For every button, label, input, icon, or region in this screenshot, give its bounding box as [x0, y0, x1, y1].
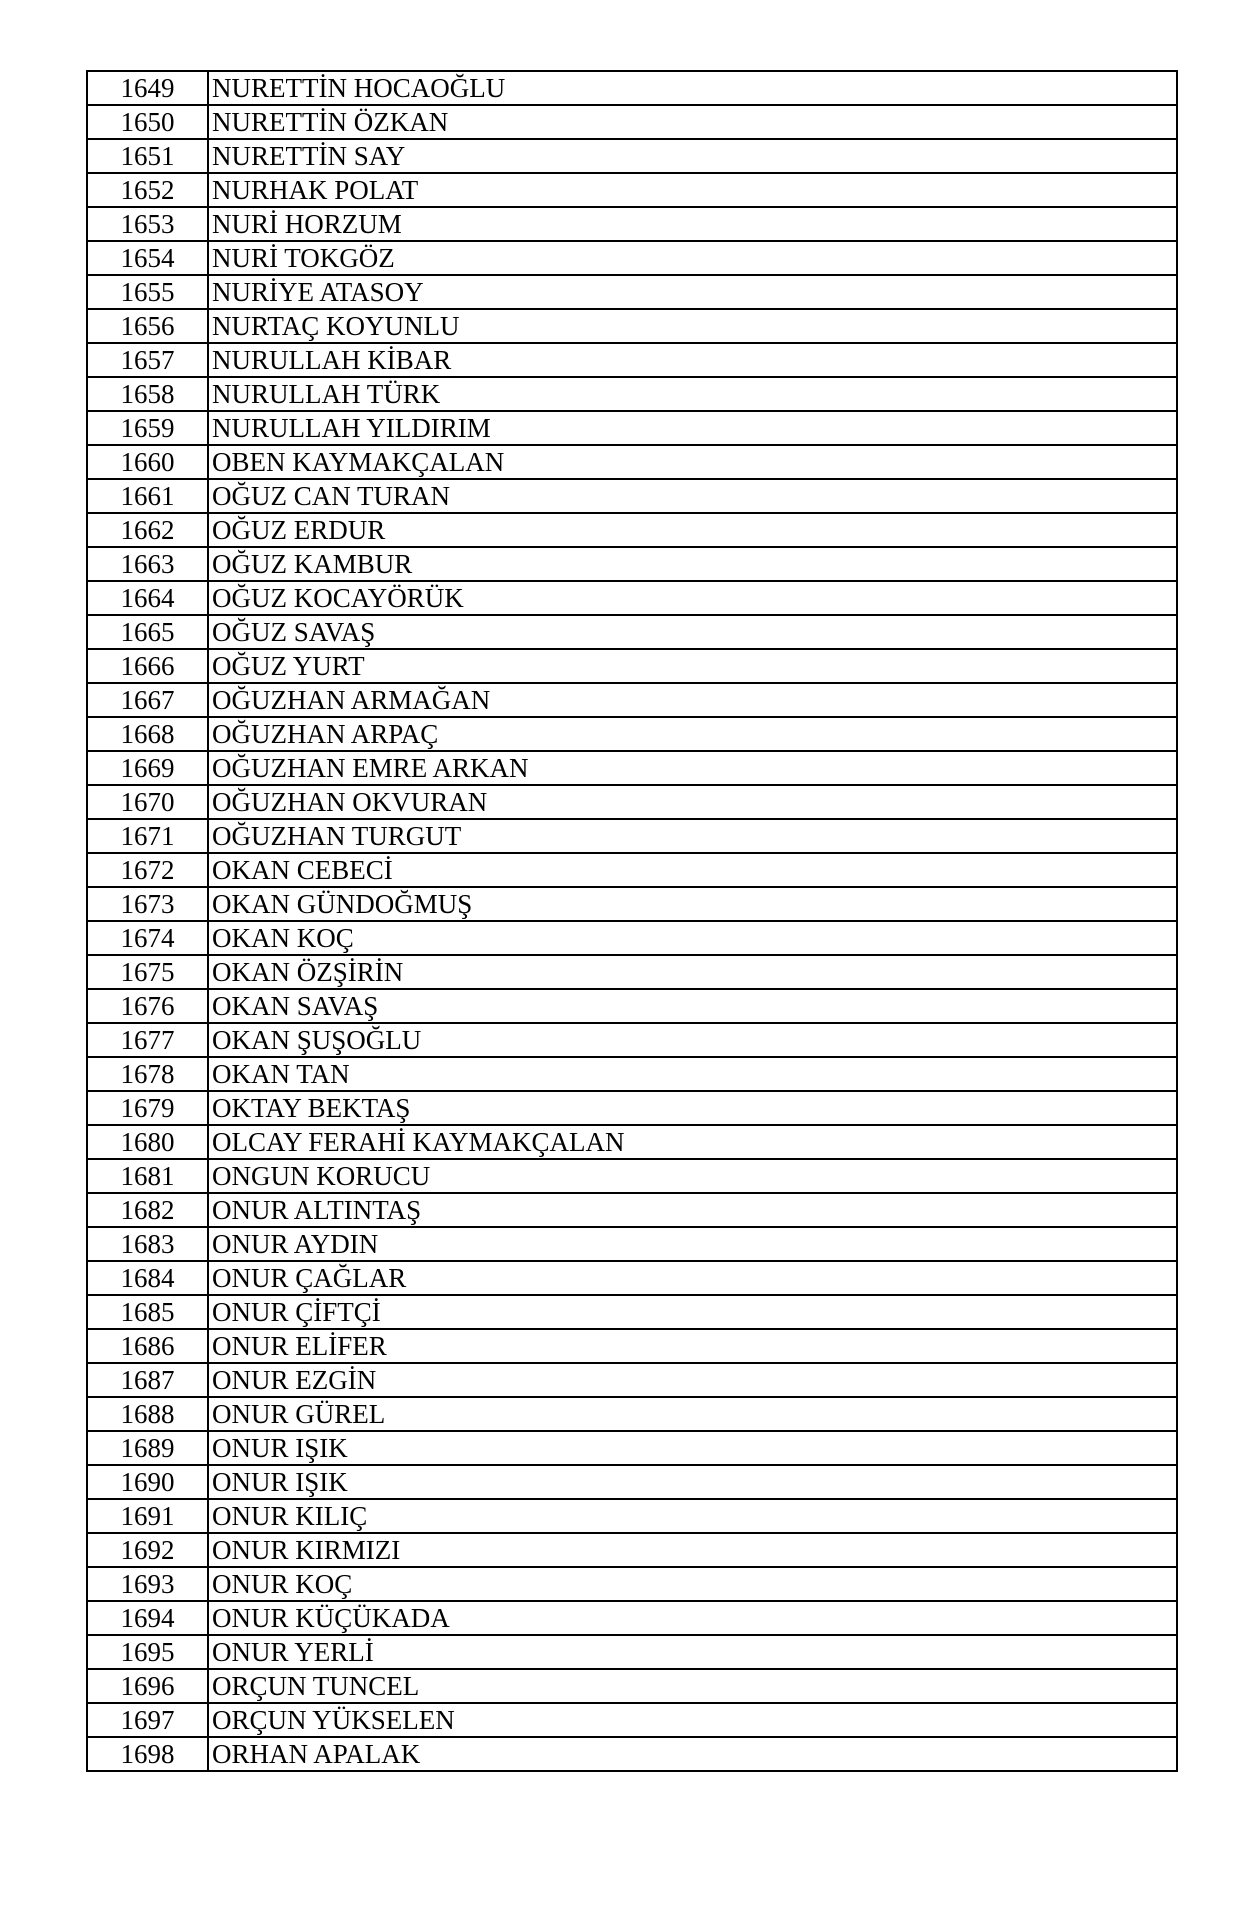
row-number: 1652 [87, 173, 208, 207]
person-name: ORÇUN YÜKSELEN [208, 1703, 1177, 1737]
table-row [87, 819, 1177, 853]
table-row [87, 173, 1177, 207]
row-number: 1698 [87, 1737, 208, 1771]
person-name: NURULLAH YILDIRIM [208, 411, 1177, 445]
row-number: 1671 [87, 819, 208, 853]
row-number: 1660 [87, 445, 208, 479]
row-number: 1673 [87, 887, 208, 921]
person-name: ONUR IŞIK [208, 1431, 1177, 1465]
table-row [87, 275, 1177, 309]
row-number: 1663 [87, 547, 208, 581]
row-number: 1683 [87, 1227, 208, 1261]
person-name: OKAN TAN [208, 1057, 1177, 1091]
table-row [87, 649, 1177, 683]
table-row [87, 1023, 1177, 1057]
person-name: NURİ TOKGÖZ [208, 241, 1177, 275]
row-number: 1677 [87, 1023, 208, 1057]
row-number: 1675 [87, 955, 208, 989]
person-name: ONUR KOÇ [208, 1567, 1177, 1601]
table-row [87, 1669, 1177, 1703]
row-number: 1650 [87, 105, 208, 139]
name-list-body [87, 71, 1177, 1771]
person-name: OKAN ŞUŞOĞLU [208, 1023, 1177, 1057]
row-number: 1653 [87, 207, 208, 241]
table-row [87, 343, 1177, 377]
table-row [87, 241, 1177, 275]
person-name: OĞUZ SAVAŞ [208, 615, 1177, 649]
person-name: ONUR KIRMIZI [208, 1533, 1177, 1567]
table-row [87, 1329, 1177, 1363]
person-name: ONUR KÜÇÜKADA [208, 1601, 1177, 1635]
table-row [87, 1091, 1177, 1125]
row-number: 1672 [87, 853, 208, 887]
table-row [87, 887, 1177, 921]
table-row [87, 207, 1177, 241]
row-number: 1697 [87, 1703, 208, 1737]
table-row [87, 785, 1177, 819]
person-name: OKAN KOÇ [208, 921, 1177, 955]
person-name: NURİYE ATASOY [208, 275, 1177, 309]
row-number: 1659 [87, 411, 208, 445]
row-number: 1692 [87, 1533, 208, 1567]
row-number: 1667 [87, 683, 208, 717]
row-number: 1658 [87, 377, 208, 411]
table-row [87, 411, 1177, 445]
person-name: ONUR EZGİN [208, 1363, 1177, 1397]
row-number: 1651 [87, 139, 208, 173]
person-name: ONUR ÇAĞLAR [208, 1261, 1177, 1295]
person-name: OKTAY BEKTAŞ [208, 1091, 1177, 1125]
table-row [87, 581, 1177, 615]
row-number: 1682 [87, 1193, 208, 1227]
table-row [87, 955, 1177, 989]
table-row [87, 1159, 1177, 1193]
person-name: OĞUZ YURT [208, 649, 1177, 683]
table-row [87, 1227, 1177, 1261]
row-number: 1664 [87, 581, 208, 615]
table-row [87, 1635, 1177, 1669]
row-number: 1693 [87, 1567, 208, 1601]
table-row [87, 1737, 1177, 1771]
row-number: 1687 [87, 1363, 208, 1397]
table-row [87, 1499, 1177, 1533]
table-row [87, 309, 1177, 343]
row-number: 1655 [87, 275, 208, 309]
table-row [87, 1295, 1177, 1329]
person-name: OKAN GÜNDOĞMUŞ [208, 887, 1177, 921]
row-number: 1678 [87, 1057, 208, 1091]
name-list-table [86, 70, 1178, 1772]
row-number: 1684 [87, 1261, 208, 1295]
person-name: ORÇUN TUNCEL [208, 1669, 1177, 1703]
row-number: 1680 [87, 1125, 208, 1159]
row-number: 1669 [87, 751, 208, 785]
person-name: OLCAY FERAHİ KAYMAKÇALAN [208, 1125, 1177, 1159]
person-name: ONUR KILIÇ [208, 1499, 1177, 1533]
table-row [87, 1363, 1177, 1397]
person-name: OĞUZ KAMBUR [208, 547, 1177, 581]
person-name: OĞUZ ERDUR [208, 513, 1177, 547]
person-name: OKAN ÖZŞİRİN [208, 955, 1177, 989]
table-row [87, 853, 1177, 887]
person-name: ONGUN KORUCU [208, 1159, 1177, 1193]
row-number: 1696 [87, 1669, 208, 1703]
row-number: 1654 [87, 241, 208, 275]
person-name: NURETTİN ÖZKAN [208, 105, 1177, 139]
person-name: OĞUZHAN OKVURAN [208, 785, 1177, 819]
table-row [87, 1703, 1177, 1737]
row-number: 1649 [87, 71, 208, 105]
table-row [87, 751, 1177, 785]
table-row [87, 513, 1177, 547]
table-row [87, 1431, 1177, 1465]
row-number: 1657 [87, 343, 208, 377]
person-name: OĞUZHAN EMRE ARKAN [208, 751, 1177, 785]
table-row [87, 1261, 1177, 1295]
person-name: ONUR GÜREL [208, 1397, 1177, 1431]
person-name: ONUR ALTINTAŞ [208, 1193, 1177, 1227]
row-number: 1674 [87, 921, 208, 955]
row-number: 1668 [87, 717, 208, 751]
table-row [87, 1465, 1177, 1499]
table-row [87, 377, 1177, 411]
row-number: 1694 [87, 1601, 208, 1635]
person-name: OĞUZHAN TURGUT [208, 819, 1177, 853]
row-number: 1666 [87, 649, 208, 683]
person-name: OĞUZHAN ARMAĞAN [208, 683, 1177, 717]
person-name: NURULLAH KİBAR [208, 343, 1177, 377]
person-name: ONUR ELİFER [208, 1329, 1177, 1363]
table-row [87, 139, 1177, 173]
person-name: NURHAK POLAT [208, 173, 1177, 207]
person-name: OĞUZ KOCAYÖRÜK [208, 581, 1177, 615]
person-name: OKAN CEBECİ [208, 853, 1177, 887]
row-number: 1679 [87, 1091, 208, 1125]
row-number: 1689 [87, 1431, 208, 1465]
person-name: ONUR YERLİ [208, 1635, 1177, 1669]
row-number: 1685 [87, 1295, 208, 1329]
table-row [87, 1057, 1177, 1091]
table-row [87, 1601, 1177, 1635]
table-row [87, 989, 1177, 1023]
row-number: 1656 [87, 309, 208, 343]
person-name: NURETTİN SAY [208, 139, 1177, 173]
table-row [87, 921, 1177, 955]
table-row [87, 1193, 1177, 1227]
person-name: ONUR AYDIN [208, 1227, 1177, 1261]
table-row [87, 1125, 1177, 1159]
table-row [87, 105, 1177, 139]
table-row [87, 1533, 1177, 1567]
table-row [87, 479, 1177, 513]
table-row [87, 445, 1177, 479]
person-name: ORHAN APALAK [208, 1737, 1177, 1771]
row-number: 1690 [87, 1465, 208, 1499]
person-name: ONUR IŞIK [208, 1465, 1177, 1499]
table-row [87, 717, 1177, 751]
person-name: NURULLAH TÜRK [208, 377, 1177, 411]
table-row [87, 615, 1177, 649]
row-number: 1661 [87, 479, 208, 513]
table-row [87, 683, 1177, 717]
row-number: 1676 [87, 989, 208, 1023]
table-row [87, 547, 1177, 581]
row-number: 1662 [87, 513, 208, 547]
table-row [87, 1397, 1177, 1431]
row-number: 1688 [87, 1397, 208, 1431]
person-name: NURİ HORZUM [208, 207, 1177, 241]
person-name: OĞUZHAN ARPAÇ [208, 717, 1177, 751]
person-name: ONUR ÇİFTÇİ [208, 1295, 1177, 1329]
person-name: OKAN SAVAŞ [208, 989, 1177, 1023]
row-number: 1686 [87, 1329, 208, 1363]
person-name: OBEN KAYMAKÇALAN [208, 445, 1177, 479]
row-number: 1670 [87, 785, 208, 819]
person-name: NURTAÇ KOYUNLU [208, 309, 1177, 343]
row-number: 1681 [87, 1159, 208, 1193]
table-row [87, 71, 1177, 105]
table-row [87, 1567, 1177, 1601]
row-number: 1691 [87, 1499, 208, 1533]
person-name: NURETTİN HOCAOĞLU [208, 71, 1177, 105]
person-name: OĞUZ CAN TURAN [208, 479, 1177, 513]
row-number: 1695 [87, 1635, 208, 1669]
row-number: 1665 [87, 615, 208, 649]
